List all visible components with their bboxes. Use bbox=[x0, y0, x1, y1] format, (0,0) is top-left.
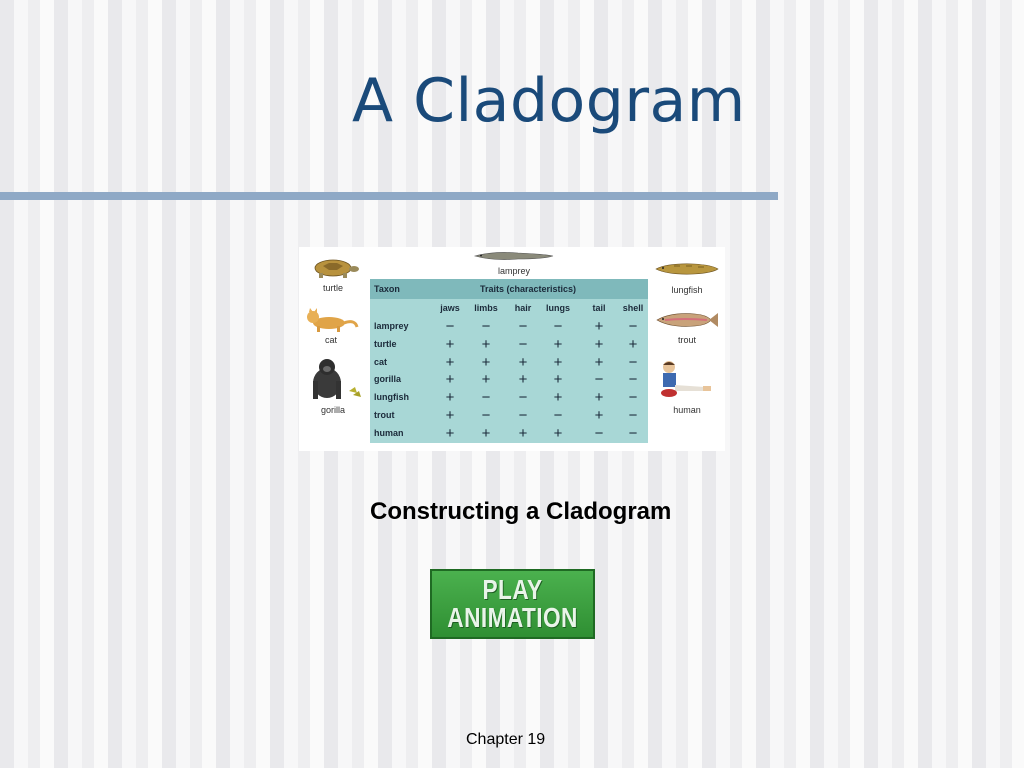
gorilla-label: gorilla bbox=[320, 405, 345, 415]
trait-mark-turtle-lungs: + bbox=[553, 335, 563, 353]
trait-mark-human-lungs: + bbox=[553, 424, 563, 442]
trait-mark-lungfish-tail: + bbox=[594, 389, 604, 407]
taxon-name-gorilla: gorilla bbox=[374, 374, 402, 385]
taxon-name-trout: trout bbox=[374, 410, 395, 420]
title-divider bbox=[0, 192, 778, 200]
play-button-line2: ANIMATION bbox=[447, 602, 578, 633]
cat-icon bbox=[301, 307, 361, 333]
lamprey-label: lamprey bbox=[497, 266, 530, 276]
animal-turtle bbox=[293, 258, 373, 298]
trait-column-2: hair bbox=[514, 303, 532, 313]
trait-mark-cat-limbs: + bbox=[481, 353, 491, 371]
animal-lamprey bbox=[473, 249, 555, 277]
play-animation-button[interactable] bbox=[430, 569, 595, 639]
trait-column-1: limbs bbox=[474, 303, 498, 313]
lungfish-icon bbox=[654, 261, 720, 277]
trait-mark-human-shell: − bbox=[628, 424, 638, 442]
taxon-name-human: human bbox=[374, 427, 404, 438]
trait-mark-lamprey-tail: + bbox=[594, 318, 604, 335]
trait-mark-lamprey-jaws: − bbox=[445, 318, 455, 335]
cat-label: cat bbox=[324, 335, 337, 345]
trait-mark-cat-shell: − bbox=[628, 353, 638, 371]
trait-mark-lungfish-shell: − bbox=[628, 389, 638, 407]
trait-mark-lamprey-hair: − bbox=[518, 318, 528, 335]
trait-mark-trout-jaws: + bbox=[445, 407, 455, 424]
trait-mark-lungfish-limbs: − bbox=[481, 389, 491, 407]
trait-column-0: jaws bbox=[440, 303, 460, 313]
trait-mark-turtle-tail: + bbox=[594, 335, 604, 353]
lungfish-label: lungfish bbox=[671, 285, 703, 295]
taxon-name-lungfish: lungfish bbox=[374, 392, 409, 403]
taxon-header: Taxon bbox=[374, 284, 400, 294]
trait-mark-trout-shell: − bbox=[628, 407, 638, 424]
trait-mark-gorilla-tail: − bbox=[594, 371, 604, 389]
trout-label: trout bbox=[677, 335, 696, 345]
animal-lungfish bbox=[647, 261, 727, 301]
trait-mark-gorilla-hair: + bbox=[518, 371, 528, 389]
trait-mark-gorilla-shell: − bbox=[628, 371, 638, 389]
trait-column-5: shell bbox=[622, 303, 644, 313]
human-icon bbox=[653, 359, 721, 399]
trait-mark-gorilla-jaws: + bbox=[445, 371, 455, 389]
trait-mark-cat-jaws: + bbox=[445, 353, 455, 371]
trait-mark-lamprey-shell: − bbox=[628, 318, 638, 335]
slide-title: A Cladogram bbox=[352, 66, 746, 136]
trait-mark-gorilla-lungs: + bbox=[553, 371, 563, 389]
taxon-name-lamprey: lamprey bbox=[374, 321, 409, 331]
trait-column-4: tail bbox=[592, 303, 606, 313]
trait-mark-trout-limbs: − bbox=[481, 407, 491, 424]
animal-human bbox=[647, 359, 727, 419]
human-label: human bbox=[673, 405, 701, 415]
slide-subtitle: Constructing a Cladogram bbox=[370, 498, 672, 525]
trait-mark-lungfish-hair: − bbox=[518, 389, 528, 407]
traits-header: Traits (characteristics) bbox=[480, 284, 577, 294]
trait-mark-turtle-hair: − bbox=[518, 335, 528, 353]
cladogram-trait-figure bbox=[299, 247, 725, 451]
trait-mark-trout-hair: − bbox=[518, 407, 528, 424]
trait-mark-human-jaws: + bbox=[445, 424, 455, 442]
animal-gorilla bbox=[293, 357, 373, 419]
turtle-icon bbox=[305, 258, 361, 280]
taxon-name-cat: cat bbox=[374, 356, 388, 367]
trait-mark-lamprey-lungs: − bbox=[553, 318, 563, 335]
trait-mark-lungfish-lungs: + bbox=[553, 389, 563, 407]
turtle-label: turtle bbox=[322, 283, 343, 293]
taxon-name-turtle: turtle bbox=[374, 338, 397, 349]
trait-mark-turtle-jaws: + bbox=[445, 335, 455, 353]
trait-mark-lungfish-jaws: + bbox=[445, 389, 455, 407]
trait-mark-cat-lungs: + bbox=[553, 353, 563, 371]
trait-mark-human-tail: − bbox=[594, 424, 604, 442]
trait-mark-turtle-limbs: + bbox=[481, 335, 491, 353]
trait-table bbox=[370, 279, 648, 443]
chapter-footer: Chapter 19 bbox=[466, 731, 546, 748]
trait-mark-gorilla-limbs: + bbox=[481, 371, 491, 389]
animal-cat bbox=[291, 307, 371, 347]
trait-mark-trout-tail: + bbox=[594, 407, 604, 424]
trait-mark-lamprey-limbs: − bbox=[481, 318, 491, 335]
trait-mark-cat-tail: + bbox=[594, 353, 604, 371]
trait-column-3: lungs bbox=[546, 303, 570, 313]
trait-mark-human-hair: + bbox=[518, 424, 528, 442]
trait-mark-turtle-shell: + bbox=[628, 335, 638, 353]
gorilla-icon bbox=[303, 357, 363, 401]
trait-mark-cat-hair: + bbox=[518, 353, 528, 371]
play-button-line1: PLAY bbox=[482, 574, 543, 605]
animal-trout bbox=[647, 310, 727, 350]
trait-mark-trout-lungs: − bbox=[553, 407, 563, 424]
trout-icon bbox=[655, 310, 719, 330]
lamprey-icon bbox=[473, 249, 555, 263]
play-button-label bbox=[440, 576, 585, 632]
trait-mark-human-limbs: + bbox=[481, 424, 491, 442]
